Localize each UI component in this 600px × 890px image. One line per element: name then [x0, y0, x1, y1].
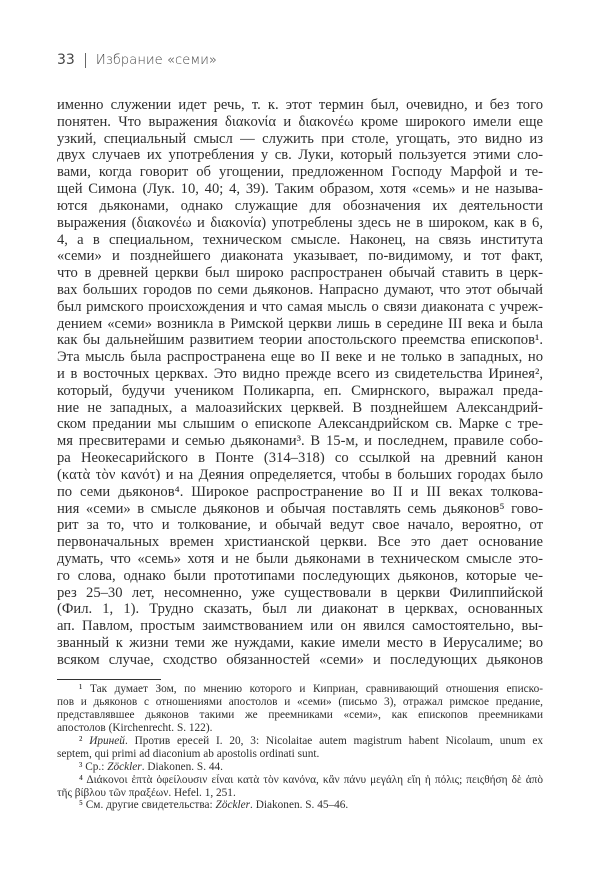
footnote-5: [57, 799, 543, 812]
footnote-text: . Diakonen. S. 45–46.: [250, 799, 349, 812]
footnote-mark: ²: [79, 734, 83, 747]
text-line: понятен. Что выражения διακονία и διακονέω кроме широкого имели еще: [57, 113, 543, 130]
footnotes: [57, 683, 543, 812]
text-line: дением «семи» возникла в Римской церкви лишь в середине III века и была: [57, 315, 543, 332]
body-text: [57, 97, 543, 669]
text-line: 4, а в специальном, техническом смысле. Наконец, на связь института: [57, 231, 543, 248]
text-line: всяком случае, сходство обязанностей «семи» и последующих дьяконов: [57, 651, 543, 668]
text-line: и в восточных церквах. Это видно прежде всего из свидетельства Иринея²,: [57, 366, 543, 382]
running-header: [57, 52, 217, 68]
footnote-text: . Diakonen. S. 44.: [141, 760, 223, 773]
text-line: был римского происхождения и что самая мысль о связи диаконата с учреж-: [57, 298, 543, 315]
text-line: ра Неокесарийского в Понте (314–318) со ссылкой на древний канон: [57, 450, 543, 467]
footnote-1-line: пов и дьяконов с отношениями апостолов и «семи» (письмо 3), отражал римское предание,: [57, 695, 543, 708]
footnote-author: Zöckler: [215, 799, 251, 812]
text-line: ском предании мы слышим о епископе Александрийском св. Марке с тре-: [57, 416, 543, 433]
footnote-3: [57, 761, 543, 774]
footnote-author: Ириней: [89, 734, 125, 747]
text-line: выражения (διακονέω и διακονία) употреблены здесь не в широком, как в 6,: [57, 214, 543, 231]
text-line: узкий, специальный смысл — служить при столе, угощать, это видно из: [57, 130, 543, 147]
text-line: который, будучи учеником Поликарпа, еп. Смирнского, выражал преда-: [57, 382, 543, 399]
footnote-4-line: τῆς βίβλου τῶν πραξέων. Hefel. 1, 251.: [57, 786, 236, 799]
text-line: первоначальных времен христианской церкви. Все это дает основание: [57, 534, 543, 551]
page-number: 33: [57, 52, 75, 68]
text-line: «семи» и позднейшего диаконата указывает, по-видимому, и тот факт,: [57, 248, 543, 265]
footnote-1-line: апостолов (Kirchenrecht. S. 122).: [57, 721, 213, 734]
text-line: что в древней церкви был широко распространен обычай ставить в церк-: [57, 265, 543, 282]
text-line: званный к жизни теми же нуждами, какие имели место в Иерусалиме; во: [57, 635, 543, 651]
text-line: (κατὰ τὸν κανότ) и на Деяния определяется, чтобы в больших городах было: [57, 466, 543, 483]
text-line: вах больших городов по семи дьяконов. Напрасно думают, что этот обычай: [57, 281, 543, 298]
footnote-2-line: [57, 735, 543, 748]
text-line: щей Симона (Лук. 10, 40; 4, 39). Таким образом, хотя «семь» и не называ-: [57, 181, 543, 198]
text-line: ап. Павлом, простым заимствованием или он явился самостоятельно, вы-: [57, 618, 543, 635]
footnote-4-line: ⁴ Διάκονοι ἑπτὰ ὀφείλουσιν εἶναι κατὰ τὸν κανόνα, κἂν πάνυ μεγάλη εἴη ἡ πόλις; πειςθήση δὲ ἀπὸ: [79, 773, 543, 786]
footnote-text: . Против ересей I. 20, 3: Nicolaitae autem magistrum habent Nicolaum, unum ex: [124, 734, 543, 747]
text-line: рез 25–30 лет, несомненно, уже существовали в церкви Филиппийской: [57, 584, 543, 601]
footnote-rule: [57, 679, 161, 680]
text-line: вами, когда говорит об угощении, предложенном Господу Марфой и те-: [57, 164, 543, 181]
footnote-1-line: ¹ Так думает Зом, по мнению которого и Киприан, сравнивающий отношения еписко-: [79, 683, 543, 695]
text-line: двух случаев их употребления у св. Луки, который пользуется этими сло-: [57, 147, 543, 164]
running-title: Избрание «семи»: [95, 52, 217, 68]
text-line: думать, что «семь» хотя и не были дьяконами в техническом смысле это-: [57, 550, 543, 567]
text-line: мя пресвитерами и семью дьяконами³. В 15-м, и последнем, правиле собо-: [57, 433, 543, 450]
text-line: именно служении идет речь, т. к. этот термин был, очевидно, и без того: [57, 97, 543, 113]
footnote-1-line: представлявшее дьяконов такими же преемниками «семи», как епископов преемниками: [57, 708, 543, 721]
text-line: ния «семи» в смысле дьяконов и обычая поставлять семь дьяконов⁵ гово-: [57, 500, 543, 517]
footnote-2-line: septem, qui primi ad diaconium ab apostolis ordinati sunt.: [57, 747, 320, 760]
text-line: как бы дальнейшим развитием теории апостольского преемства епископов¹.: [57, 332, 543, 349]
text-line: Эта мысль была распространена еще во II веке и не только в западных, но: [57, 349, 543, 366]
text-line: ние не западных, а малоазийских церквей. В позднейшем Александрий-: [57, 399, 543, 416]
text-line: го слова, однако были прототипами последующих дьяконов, которые че-: [57, 567, 543, 584]
text-line: (Фил. 1, 1). Трудно сказать, был ли диаконат в церквах, основанных: [57, 601, 543, 618]
text-line: ются дьяконами, однако служащие для обозначения их деятельности: [57, 197, 543, 214]
text-line: рит за то, что и толкование, и обычай ведут свое начало, вероятно, от: [57, 517, 543, 534]
footnote-text: ³ Ср.:: [79, 760, 108, 773]
footnote-author: Zöckler: [107, 760, 142, 773]
text-line: по семи дьяконов⁴. Широкое распространение во II и III веках толкова-: [57, 483, 543, 500]
header-divider: [85, 53, 86, 68]
footnote-text: ⁵ См. другие свидетельства:: [79, 799, 216, 812]
